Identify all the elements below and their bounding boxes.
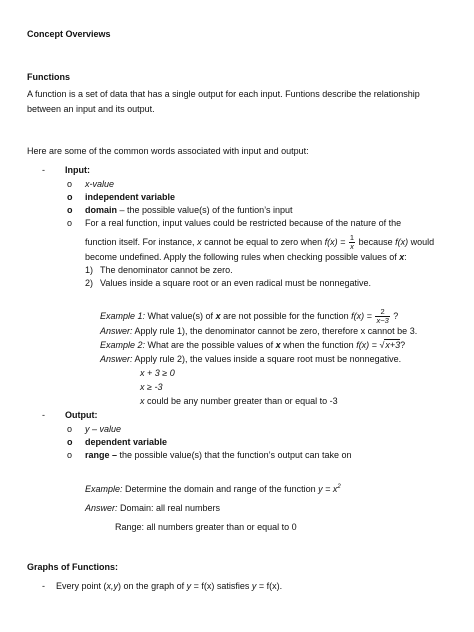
function-fx: f(x) [395,236,409,247]
radicand: x+3 [385,340,401,350]
output-dash-bullet: - [42,410,45,420]
text-run: because [356,236,396,247]
variable-x: x [140,396,145,406]
common-words-intro: Here are some of the common words associated with input and output: [27,146,309,156]
point-xy: x,y [106,581,119,591]
text-run: = f(x) satisfies [191,581,252,591]
text-run: ) on the graph of [118,581,187,591]
text-run: cannot be equal to zero when [201,236,325,247]
output-answer-label: Answer: [85,503,118,513]
exponent: 2 [337,484,341,490]
functions-paragraph-line2: between an input and its output. [27,104,155,114]
output-item-y-value: y – value [85,424,122,434]
text-run: ? [400,340,406,350]
page-title: Concept Overviews [27,29,111,39]
input-dash-bullet: - [42,165,45,175]
text-run: : [404,252,407,262]
rule-1-text: The denominator cannot be zero. [100,265,233,275]
output-answer-range: Range: all numbers greater than or equal to 0 [115,522,297,532]
bullet-circle: o [67,205,73,215]
answer-1 [100,326,417,337]
input-item-independent-variable: independent variable [85,192,176,202]
numerator: 2 [375,308,389,317]
text-run: What value(s) of [145,310,216,321]
function-fx: f(x) = [356,340,380,350]
example-1 [100,308,398,325]
input-item-x-value: x-value [85,179,115,189]
variable-x: x [215,310,221,321]
denominator: x [350,242,354,251]
text-run: = f(x). [256,581,283,591]
answer-2 [100,354,401,365]
square-root-symbol: √ [379,340,385,350]
bullet-circle: o [67,450,73,460]
output-item-range [85,450,352,461]
text-run: Every point ( [56,581,107,591]
bullet-circle: o [67,192,73,202]
text-run: Determine the domain and range of the function [122,484,319,494]
input-item-real-function-line1: For a real function, input values could be restricted because of the nature of the [85,218,402,228]
example-1-label: Example 1: [100,310,146,321]
graphs-statement [56,581,282,592]
bullet-circle: o [67,179,73,189]
output-answer-domain [85,503,220,514]
input-item-real-function-line3 [85,252,407,263]
solution-step-3 [140,396,338,407]
graphs-heading: Graphs of Functions: [27,562,118,572]
solution-step-2: x ≥ -3 [140,382,163,392]
function-fx: f(x) = [324,236,348,247]
domain-definition: – the possible value(s) of the funtion’s input [117,205,293,215]
text-run: become undefined. Apply the following rules when checking possible values of [85,252,400,262]
bullet-circle: o [67,437,73,447]
output-item-dependent-variable: dependent variable [85,437,168,447]
function-fx: f(x) = [351,310,375,321]
bullet-circle: o [67,424,73,434]
fraction-one-over-x [349,234,355,251]
text-run: What are the possible values of [145,340,276,350]
input-label: Input: [65,165,90,175]
functions-heading: Functions [27,72,70,82]
text-run: Domain: all real numbers [117,503,221,513]
text-run: function itself. For instance, [85,236,198,247]
domain-term: domain [85,205,118,215]
text-run: ? [390,310,399,321]
text-run: when the function [280,340,357,350]
answer-2-text: Apply rule 2), the values inside a square root must be nonnegative. [132,354,402,364]
variable-y: y [186,581,192,591]
output-example-label: Example: [85,484,123,494]
example-2 [100,340,405,351]
solution-step-1: x + 3 ≥ 0 [140,368,175,378]
text-run: are not possible for the function [220,310,352,321]
variable-x: x [197,236,202,247]
input-item-domain [85,205,292,216]
output-example [85,484,341,495]
variable-x: x [275,340,281,350]
answer-2-label: Answer: [100,354,133,364]
fraction-two-over-x-minus-3 [375,308,389,325]
rule-1-number: 1) [85,265,94,275]
function-y-equals-x-squared: y = x [318,484,338,494]
answer-1-text: Apply rule 1), the denominator cannot be zero, therefore x cannot be 3. [132,326,418,336]
range-term: range – [85,450,118,460]
input-item-real-function-line2 [85,234,434,251]
text-run: would [408,236,435,247]
rule-2-number: 2) [85,278,94,288]
denominator: x−3 [376,316,389,325]
bullet-circle: o [67,218,73,228]
output-label: Output: [65,410,98,420]
variable-y: y [251,581,257,591]
functions-paragraph-line1: A function is a set of data that has a single output for each input. Funtions describe the relationship [27,89,420,99]
answer-1-label: Answer: [100,326,133,336]
example-2-label: Example 2: [100,340,146,350]
numerator: 1 [349,233,355,242]
range-definition: the possible value(s) that the function’s output can take on [117,450,352,460]
graphs-dash-bullet: - [42,581,45,591]
rule-2-text: Values inside a square root or an even radical must be nonnegative. [100,278,372,288]
variable-x: x [399,252,405,262]
text-run: could be any number greater than or equal to -3 [147,396,338,406]
